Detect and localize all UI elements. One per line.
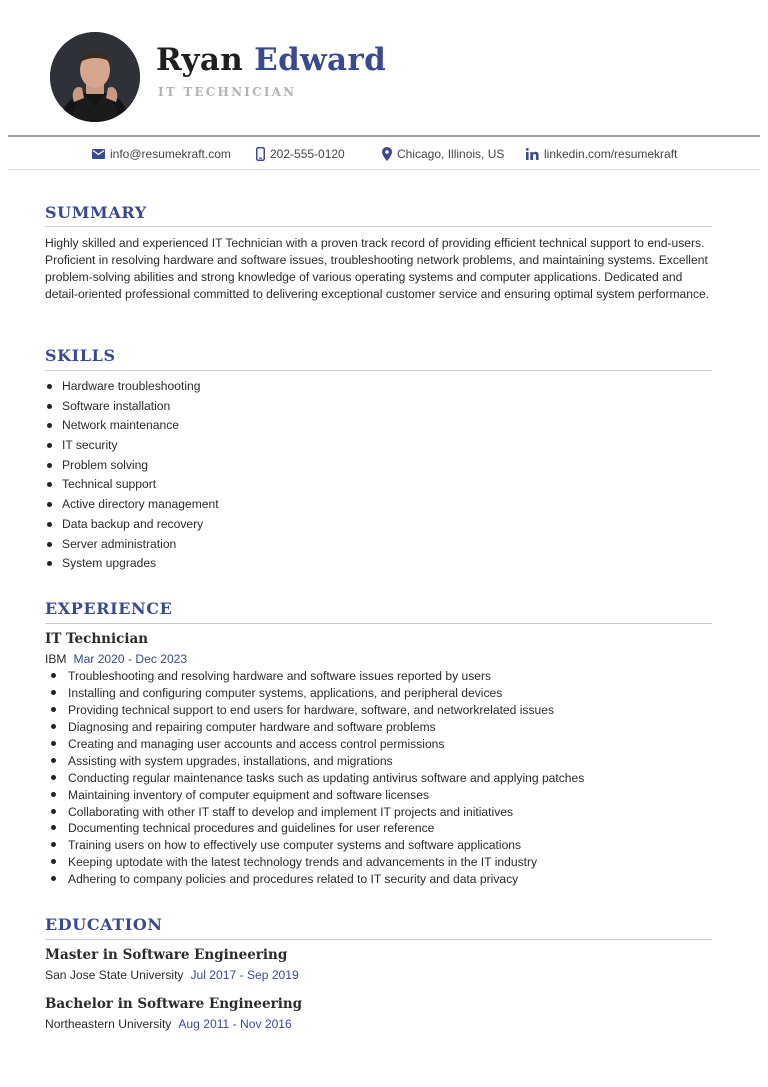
degree-title: Master in Software Engineering	[45, 947, 288, 963]
duty-item: Adhering to company policies and procedures related to IT security and data privacy	[50, 871, 584, 888]
location-text: Chicago, Illinois, US	[397, 147, 505, 161]
phone-text: 202-555-0120	[270, 147, 345, 161]
contact-email[interactable]	[92, 147, 231, 161]
degree-title: Bachelor in Software Engineering	[45, 996, 303, 1012]
last-name: Edward	[254, 42, 387, 78]
skill-item: Problem solving	[45, 457, 219, 477]
duty-item: Providing technical support to end users for hardware, software, and networkrelated issues	[50, 702, 584, 719]
skill-item: Technical support	[45, 476, 219, 496]
skills-heading: SKILLS	[45, 346, 116, 365]
duty-item: Documenting technical procedures and guidelines for user reference	[50, 820, 584, 837]
company-name: IBM	[45, 652, 67, 666]
duty-item: Maintaining inventory of computer equipment and software licenses	[50, 787, 584, 804]
duty-item: Keeping uptodate with the latest technology trends and advancements in the IT industry	[50, 854, 584, 871]
duty-item: Diagnosing and repairing computer hardware and software problems	[50, 719, 584, 736]
duty-item: Creating and managing user accounts and access control permissions	[50, 736, 584, 753]
experience-heading: EXPERIENCE	[45, 599, 173, 618]
skill-item: Hardware troubleshooting	[45, 378, 219, 398]
education-meta	[45, 967, 299, 983]
skill-item: Server administration	[45, 536, 219, 556]
contact-location	[382, 147, 504, 161]
skill-item: Software installation	[45, 398, 219, 418]
resume-header	[0, 0, 768, 132]
duty-item: Collaborating with other IT staff to develop and implement IT projects and initiatives	[50, 804, 584, 821]
email-icon	[92, 149, 105, 159]
location-pin-icon	[382, 147, 392, 161]
email-text: info@resumekraft.com	[110, 147, 231, 161]
summary-text: Highly skilled and experienced IT Technician with a proven track record of providing efficient technical support to end-users. Proficient in resolving hardware and software issues, troubleshooting network problems, and maintaining systems. Excellent problem-solving abilities and strong knowledge of various operating systems and computer applications. Dedicated and detail-oriented professional committed to delivering exceptional customer service and ensuring optimal system performance.	[45, 236, 710, 301]
summary-heading: SUMMARY	[45, 203, 147, 222]
candidate-name	[156, 40, 386, 80]
job-title: IT Technician	[45, 631, 149, 647]
education-dates: Aug 2011 - Nov 2016	[178, 1017, 292, 1031]
duty-item: Assisting with system upgrades, installations, and migrations	[50, 753, 584, 770]
job-headline: IT TECHNICIAN	[158, 85, 297, 99]
duty-item: Troubleshooting and resolving hardware and software issues reported by users	[50, 668, 584, 685]
skill-item: IT security	[45, 437, 219, 457]
skill-item: Network maintenance	[45, 417, 219, 437]
profile-photo	[50, 32, 140, 122]
skill-item: Active directory management	[45, 496, 219, 516]
duty-item: Installing and configuring computer systems, applications, and peripheral devices	[50, 685, 584, 702]
contact-linkedin[interactable]	[526, 147, 677, 161]
school-name: Northeastern University	[45, 1017, 172, 1031]
school-name: San Jose State University	[45, 968, 184, 982]
job-meta	[45, 651, 187, 667]
linkedin-text: linkedin.com/resumekraft	[544, 147, 678, 161]
education-heading: EDUCATION	[45, 915, 163, 934]
duty-item: Training users on how to effectively use computer systems and software applications	[50, 837, 584, 854]
first-name: Ryan	[156, 42, 244, 78]
education-meta	[45, 1016, 292, 1032]
contact-bar	[8, 135, 760, 170]
education-dates: Jul 2017 - Sep 2019	[190, 968, 299, 982]
contact-phone[interactable]	[256, 147, 345, 161]
skills-list	[45, 378, 219, 575]
job-dates: Mar 2020 - Dec 2023	[73, 652, 188, 666]
skills-divider	[45, 370, 712, 371]
linkedin-icon	[526, 148, 539, 160]
job-duties-list	[50, 668, 584, 888]
education-divider	[45, 939, 712, 940]
skill-item: Data backup and recovery	[45, 516, 219, 536]
phone-icon	[256, 147, 265, 161]
experience-divider	[45, 623, 712, 624]
skill-item: System upgrades	[45, 555, 219, 575]
summary-divider	[45, 226, 712, 227]
duty-item: Conducting regular maintenance tasks such as updating antivirus software and applying patches	[50, 770, 584, 787]
